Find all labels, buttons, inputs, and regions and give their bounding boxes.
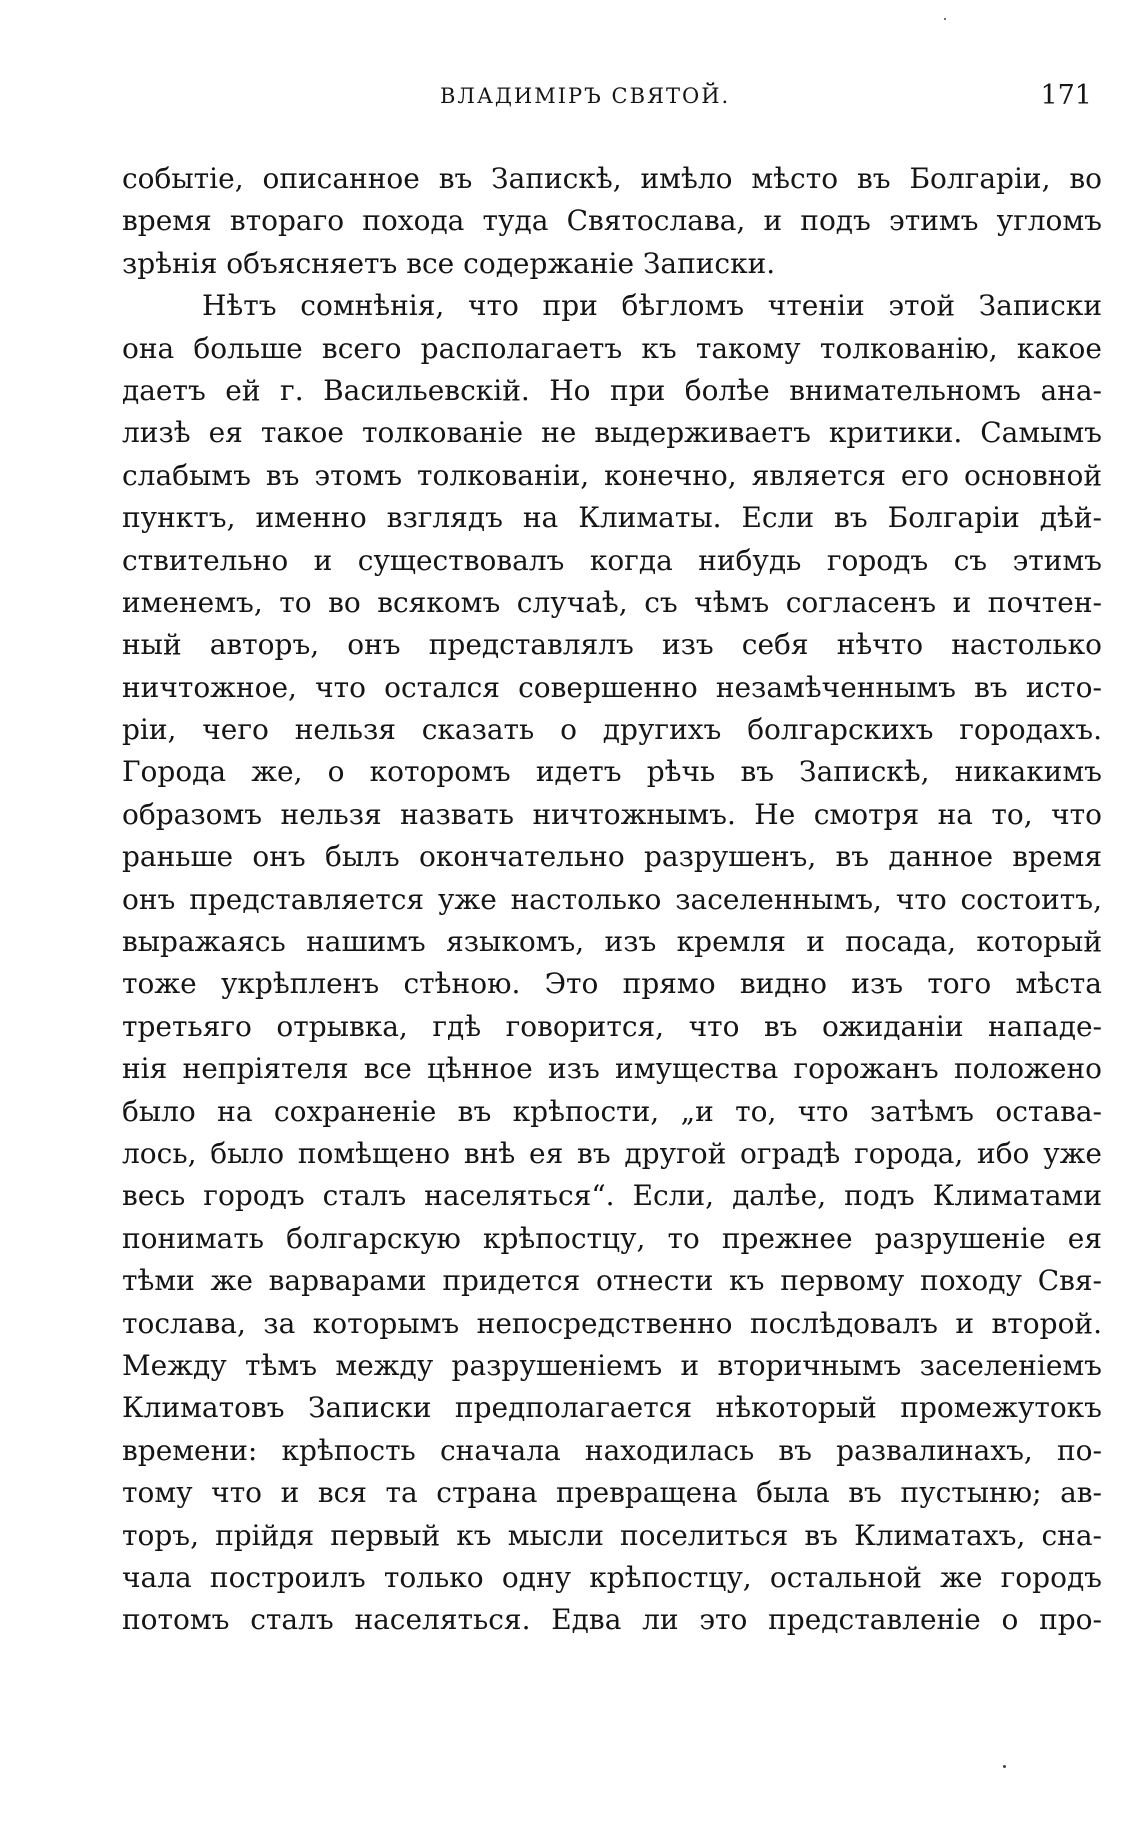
text-line: понимать болгарскую крѣпостцу, то прежнее разрушеніе ея	[122, 1221, 1102, 1255]
text-line: ріи, чего нельзя сказать о другихъ болгарскихъ городахъ.	[122, 713, 1102, 747]
text-line: Между тѣмъ между разрушеніемъ и вторичнымъ заселеніемъ	[122, 1348, 1102, 1382]
text-line: зрѣнія объясняетъ все содержаніе Записки.	[122, 246, 776, 280]
text-line: тоже укрѣпленъ стѣною. Это прямо видно изъ того мѣста	[122, 967, 1102, 1001]
text-line: именемъ, то во всякомъ случаѣ, съ чѣмъ согласенъ и почтен-	[122, 585, 1102, 619]
body-text	[122, 158, 1102, 1642]
text-line: Города же, о которомъ идетъ рѣчь въ Запискѣ, никакимъ	[122, 755, 1102, 789]
text-line: третьяго отрывка, гдѣ говорится, что въ ожиданіи нападе-	[122, 1009, 1102, 1043]
text-line: тослава, за которымъ непосредственно послѣдовалъ и второй.	[122, 1306, 1102, 1340]
text-line: событіе, описанное въ Запискѣ, имѣло мѣсто въ Болгаріи, во	[122, 162, 1102, 195]
text-line: весь городъ сталъ населяться“. Если, далѣе, подъ Климатами	[122, 1179, 1102, 1213]
text-line: Климатовъ Записки предполагается нѣкоторый промежутокъ	[122, 1391, 1102, 1425]
text-line: раньше онъ былъ окончательно разрушенъ, въ данное время	[122, 840, 1102, 874]
text-line: нія непріятеля все цѣнное изъ имущества горожанъ положено	[122, 1052, 1102, 1086]
text-line: ничтожное, что остался совершенно незамѣченнымъ въ исто-	[122, 670, 1102, 704]
text-line: потомъ сталъ населяться. Едва ли это представленіе о про-	[122, 1603, 1102, 1637]
text-line: лизѣ ея такое толкованіе не выдерживаетъ критики. Самымъ	[122, 416, 1102, 450]
text-line: ный авторъ, онъ представлялъ изъ себя нѣчто настолько	[122, 628, 1102, 662]
paragraph-first-line: Нѣтъ сомнѣнія, что при бѣгломъ чтеніи этой Записки	[202, 289, 1102, 323]
text-line: онъ представляется уже настолько заселеннымъ, что состоитъ,	[122, 882, 1102, 916]
page-number: 171	[1040, 80, 1092, 111]
text-line: лось, было помѣщено внѣ ея въ другой оградѣ города, ибо уже	[122, 1136, 1102, 1170]
text-line: тому что и вся та страна превращена была въ пустыню; ав-	[122, 1476, 1102, 1510]
running-title: ВЛАДИМІРЪ СВЯТОЙ.	[440, 84, 731, 108]
text-line: время втораго похода туда Святослава, и подъ этимъ угломъ	[122, 204, 1102, 238]
text-line: она больше всего располагаетъ къ такому толкованію, какое	[122, 331, 1102, 365]
text-line: чала построилъ только одну крѣпостцу, остальной же городъ	[122, 1560, 1102, 1594]
print-speck	[944, 18, 946, 20]
text-line: тѣми же варварами придется отнести къ первому походу Свя-	[122, 1264, 1102, 1298]
text-line: слабымъ въ этомъ толкованіи, конечно, является его основной	[122, 458, 1102, 492]
text-line: пунктъ, именно взглядъ на Климаты. Если въ Болгаріи дѣй-	[122, 501, 1102, 535]
text-line: времени: крѣпость сначала находилась въ развалинахъ, по-	[122, 1433, 1102, 1467]
text-line: даетъ ей г. Васильевскій. Но при болѣе внимательномъ ана-	[122, 373, 1102, 407]
text-line: было на сохраненіе въ крѣпости, „и то, что затѣмъ остава-	[122, 1094, 1102, 1128]
text-line: образомъ нельзя назвать ничтожнымъ. Не смотря на то, что	[122, 797, 1102, 831]
print-speck	[1003, 1765, 1006, 1768]
text-line: торъ, прійдя первый къ мысли поселиться въ Климатахъ, сна-	[122, 1518, 1102, 1552]
text-line: выражаясь нашимъ языкомъ, изъ кремля и посада, который	[122, 925, 1102, 959]
text-line: ствительно и существовалъ когда нибудь городъ съ этимъ	[122, 543, 1102, 577]
